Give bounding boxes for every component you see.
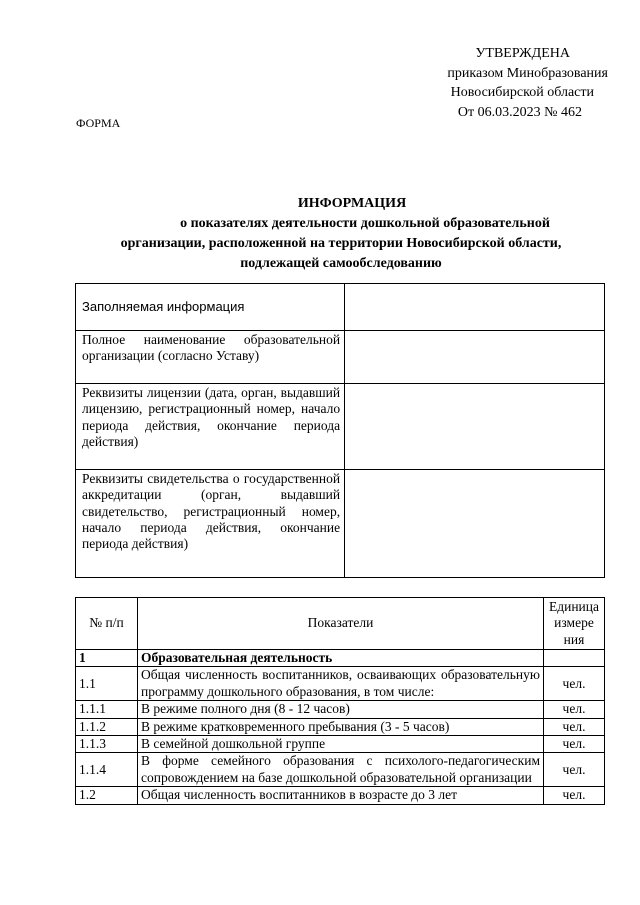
row-number: 1.1 [76, 667, 138, 701]
title-line: организации, расположенной на территории Новосибирской области, [120, 236, 562, 251]
row-indicator: Общая численность воспитанников в возрасте до 3 лет [138, 787, 544, 804]
column-header-unit: Единица измере ния [544, 598, 605, 650]
row-indicator: Общая численность воспитанников, осваивающих образовательную программу дошкольного образования, в том числе: [138, 667, 544, 701]
info-row-value[interactable] [345, 331, 605, 384]
document-title [76, 194, 606, 274]
row-unit: чел. [544, 736, 605, 753]
row-indicator: Образовательная деятельность [138, 650, 544, 667]
row-indicator: В семейной дошкольной группе [138, 736, 544, 753]
info-table [75, 283, 605, 578]
approval-line: УТВЕРЖДЕНА [475, 46, 570, 61]
table-row [76, 667, 605, 701]
row-unit: чел. [544, 718, 605, 735]
row-number: 1 [76, 650, 138, 667]
indicators-table [75, 597, 605, 805]
row-unit: чел. [544, 753, 605, 787]
info-row-value[interactable] [345, 470, 605, 578]
row-unit: чел. [544, 787, 605, 804]
info-header-value [345, 284, 605, 331]
table-row [76, 718, 605, 735]
table-row [76, 736, 605, 753]
info-row-label: Реквизиты свидетельства о государственной аккредитации (орган, выдавший свидетельство, регистрационный номер, начало периода действия, окончание периода действия) [76, 470, 345, 578]
table-row [76, 701, 605, 718]
form-label: ФОРМА [76, 116, 121, 130]
table-row [76, 753, 605, 787]
title-line: подлежащей самообследованию [240, 256, 442, 271]
row-number: 1.1.1 [76, 701, 138, 718]
row-indicator: В форме семейного образования с психолого-педагогическим сопровождением на базе дошкольной образовательной организации [138, 753, 544, 787]
approval-line: От 06.03.2023 № 462 [457, 104, 582, 120]
row-unit [544, 650, 605, 667]
approval-line: приказом Минобразования [447, 65, 608, 81]
approval-stamp [400, 44, 608, 122]
info-row-value[interactable] [345, 384, 605, 470]
row-indicator: В режиме кратковременного пребывания (3 - 5 часов) [138, 718, 544, 735]
row-number: 1.2 [76, 787, 138, 804]
approval-line: Новосибирской области [450, 85, 594, 100]
title-line: о показателях деятельности дошкольной образовательной [180, 216, 550, 231]
info-header-label: Заполняемая информация [76, 284, 345, 331]
row-indicator: В режиме полного дня (8 - 12 часов) [138, 701, 544, 718]
row-number: 1.1.2 [76, 718, 138, 735]
info-row-label: Полное наименование образовательной организации (согласно Уставу) [76, 331, 345, 384]
column-header-indicator: Показатели [138, 598, 544, 650]
row-number: 1.1.3 [76, 736, 138, 753]
info-row-label: Реквизиты лицензии (дата, орган, выдавший лицензию, регистрационный номер, начало периода действия, окончание периода действия) [76, 384, 345, 470]
table-row [76, 650, 605, 667]
row-number: 1.1.4 [76, 753, 138, 787]
row-unit: чел. [544, 667, 605, 701]
column-header-number: № п/п [76, 598, 138, 650]
row-unit: чел. [544, 701, 605, 718]
table-row [76, 787, 605, 804]
title-line: ИНФОРМАЦИЯ [297, 196, 407, 211]
